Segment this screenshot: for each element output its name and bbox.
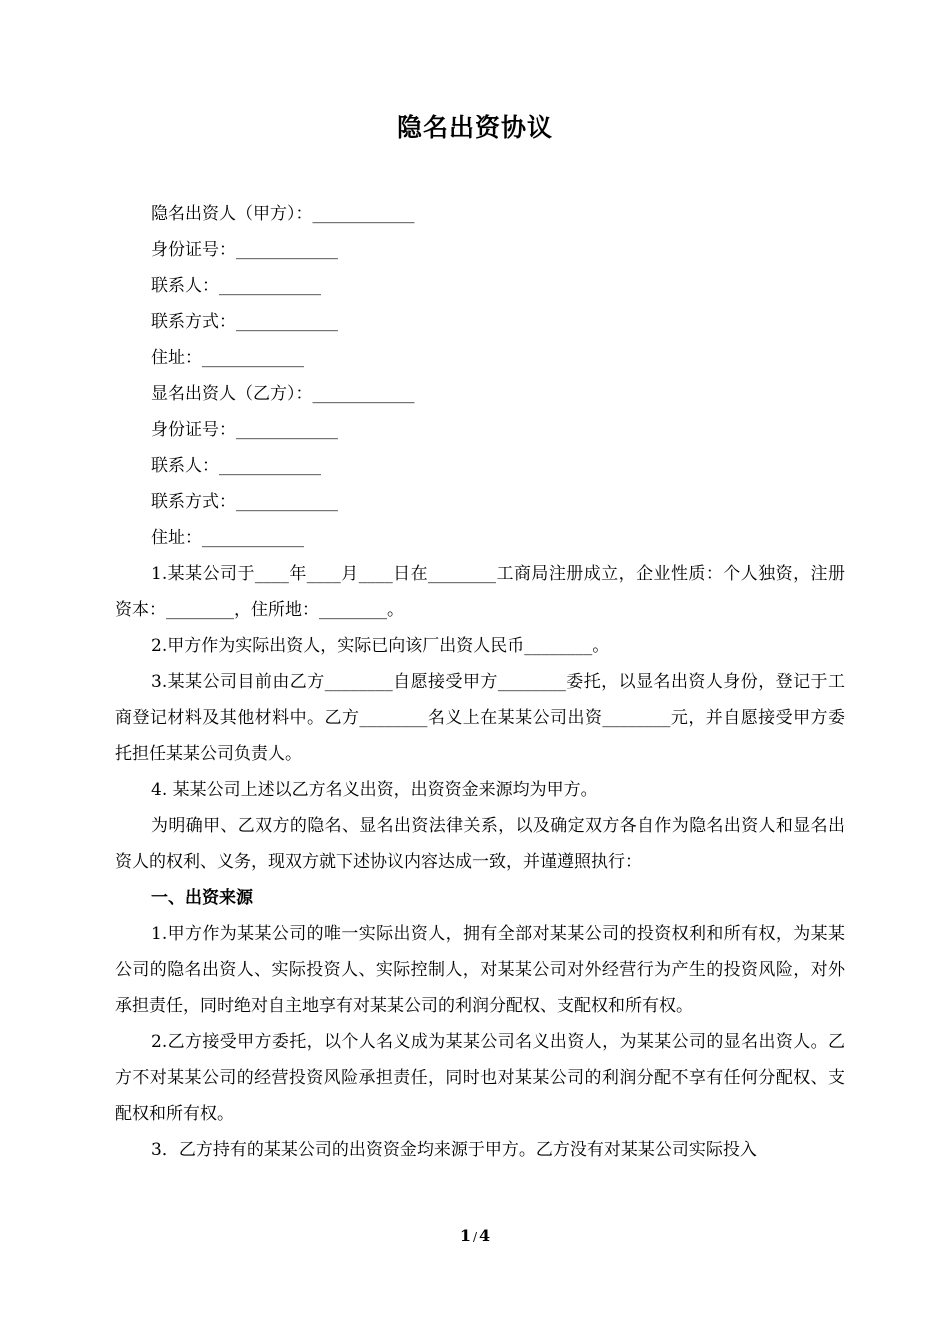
clause-paragraph: 2.甲方作为实际出资人，实际已向该厂出资人民币________。 — [151, 636, 610, 656]
document-title: 隐名出资协议 — [396, 113, 553, 142]
party-line-id-number: 身份证号：____________ — [151, 420, 338, 440]
clause-paragraph: 3.某某公司目前由乙方________自愿接受甲方________委托，以显名出资人身份，登记于工商登记材料及其他材料中。乙方________名义上在某某公司出资________元，并自愿接受甲方委托担任某某公司负责人。 — [115, 672, 845, 764]
party-line-nominal-investor: 显名出资人（乙方）：____________ — [151, 384, 415, 404]
clause-paragraph: 1.某某公司于____年____月____日在________工商局注册成立，企业性质：个人独资，注册资本：________，住所地：________。 — [115, 564, 845, 620]
page-number — [0, 1226, 950, 1245]
section-heading: 一、出资来源 — [151, 888, 253, 908]
party-line-hidden-investor: 隐名出资人（甲方）：____________ — [151, 204, 415, 224]
section-item: 3．乙方持有的某某公司的出资资金均来源于甲方。乙方没有对某某公司实际投入 — [151, 1140, 757, 1160]
party-line-address: 住址：____________ — [151, 528, 304, 548]
page-current: 1 — [459, 1226, 471, 1245]
party-line-contact-method: 联系方式：____________ — [151, 312, 338, 332]
page-separator: / — [472, 1230, 478, 1244]
page-total: 4 — [479, 1226, 491, 1245]
section-item: 1.甲方作为某某公司的唯一实际出资人，拥有全部对某某公司的投资权利和所有权，为某某公司的隐名出资人、实际投资人、实际控制人，对某某公司对外经营行为产生的投资风险，对外承担责任，同时绝对自主地享有对某某公司的利润分配权、支配权和所有权。 — [115, 924, 845, 1016]
clause-paragraph: 4. 某某公司上述以乙方名义出资，出资资金来源均为甲方。 — [151, 780, 598, 800]
party-line-id-number: 身份证号：____________ — [151, 240, 338, 260]
party-line-contact-method: 联系方式：____________ — [151, 492, 338, 512]
party-line-contact: 联系人：____________ — [151, 456, 321, 476]
party-line-address: 住址：____________ — [151, 348, 304, 368]
clause-paragraph: 为明确甲、乙双方的隐名、显名出资法律关系，以及确定双方各自作为隐名出资人和显名出资人的权利、义务，现双方就下述协议内容达成一致，并谨遵照执行： — [115, 816, 845, 872]
document-body — [115, 196, 845, 1168]
section-item: 2.乙方接受甲方委托，以个人名义成为某某公司名义出资人，为某某公司的显名出资人。乙方不对某某公司的经营投资风险承担责任，同时也对某某公司的利润分配不享有任何分配权、支配权和所有权。 — [115, 1032, 845, 1124]
party-line-contact: 联系人：____________ — [151, 276, 321, 296]
